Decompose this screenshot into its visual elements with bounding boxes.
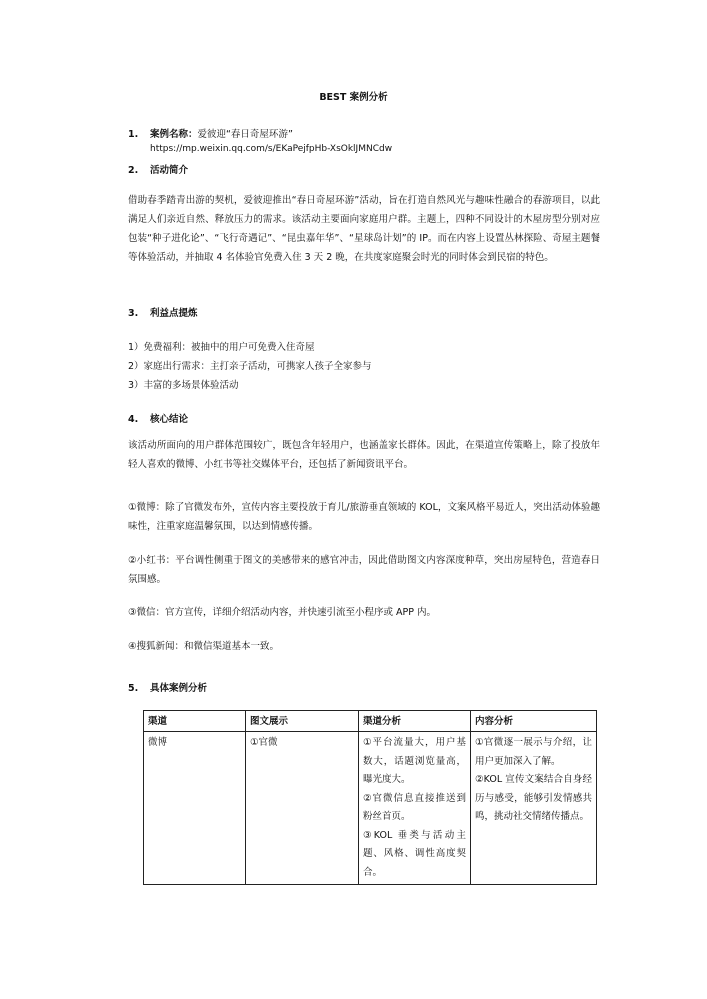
cell-channel: 微博 (144, 732, 246, 885)
page-title: BEST 案例分析 (319, 92, 388, 103)
benefit-item: 2）家庭出行需求：主打亲子活动，可携家人孩子全家参与 (128, 361, 372, 372)
conclusion-weibo: ①微博：除了官微发布外，宣传内容主要投放于育儿/旅游垂直领域的 KOL，文案风格平易近人，突出活动体验趣味性，注重家庭温馨氛围，以达到情感传播。 (128, 502, 600, 532)
section-number: 1. (128, 129, 139, 140)
case-name-value: 爱彼迎“春日奇屋环游” (197, 129, 293, 140)
section-number: 5. (128, 683, 139, 694)
cell-channel-analysis (359, 732, 471, 885)
conclusion-xiaohongshu: ②小红书：平台调性侧重于图文的美感带来的感官冲击，因此借助图文内容深度种草，突出房屋特色，营造春日氛围感。 (128, 555, 600, 585)
content-analysis-point: ②KOL 宣传文案结合自身经历与感受，能够引发情感共鸣，挑动社交情绪传播点。 (475, 774, 592, 822)
case-url[interactable]: https://mp.weixin.qq.com/s/EKaPejfpHb-XsOklJMNCdw (150, 144, 393, 154)
header-display: 图文展示 (246, 711, 359, 732)
section-label: 利益点提炼 (150, 308, 198, 319)
table-header-row (144, 711, 597, 732)
cell-display: ①官微 (246, 732, 359, 885)
cell-content-analysis (471, 732, 597, 885)
section-intro-heading (128, 162, 188, 176)
header-channel-analysis: 渠道分析 (359, 711, 471, 732)
section-number: 2. (128, 165, 139, 176)
header-content-analysis: 内容分析 (471, 711, 597, 732)
conclusion-wechat: ③微信：官方宣传，详细介绍活动内容，并快速引流至小程序或 APP 内。 (128, 607, 437, 618)
channel-analysis-point: ①平台流量大，用户基数大，话题浏览量高，曝光度大。 (363, 737, 466, 785)
section-conclusion-heading (128, 411, 188, 425)
benefit-item: 3）丰富的多场景体验活动 (128, 380, 239, 391)
section-benefits-heading (128, 305, 198, 319)
section-analysis-heading (128, 680, 207, 694)
section-label: 案例名称： (150, 129, 198, 140)
case-analysis-table (143, 710, 597, 885)
section-label: 具体案例分析 (150, 683, 208, 694)
channel-analysis-point: ②官微信息直接推送到粉丝首页。 (363, 792, 466, 822)
intro-paragraph: 借助春季踏青出游的契机，爱彼迎推出“春日奇屋环游”活动，旨在打造自然风光与趣味性融合的春游项目，以此满足人们亲近自然、释放压力的需求。该活动主要面向家庭用户群。主题上，四种不同设计的木屋房型分别对应包装“种子进化论”、“飞行奇遇记”、“昆虫嘉年华”、“星球岛计划”的 IP。而在内容上设置丛林探险、奇屋主题餐等体验活动，并抽取 4 名体验官免费入住 3 天 2 晚，在共度家庭聚会时光的同时体会到民宿的特色。 (128, 195, 600, 263)
header-channel: 渠道 (144, 711, 246, 732)
section-number: 4. (128, 414, 139, 425)
content-analysis-point: ①官微逐一展示与介绍，让用户更加深入了解。 (475, 737, 592, 767)
section-label: 活动简介 (150, 165, 189, 176)
channel-analysis-point: ③KOL 垂类与活动主题、风格、调性高度契合。 (363, 829, 466, 878)
section-case-name (128, 126, 293, 140)
conclusion-sohu: ④搜狐新闻：和微信渠道基本一致。 (128, 641, 280, 652)
conclusion-paragraph: 该活动所面向的用户群体范围较广，既包含年轻用户，也涵盖家长群体。因此，在渠道宣传策略上，除了投放年轻人喜欢的微博、小红书等社交媒体平台，还包括了新闻资讯平台。 (128, 440, 600, 470)
section-label: 核心结论 (150, 414, 189, 425)
section-number: 3. (128, 308, 139, 319)
benefit-item: 1）免费福利：被抽中的用户可免费入住奇屋 (128, 342, 315, 353)
table-row (144, 732, 597, 885)
